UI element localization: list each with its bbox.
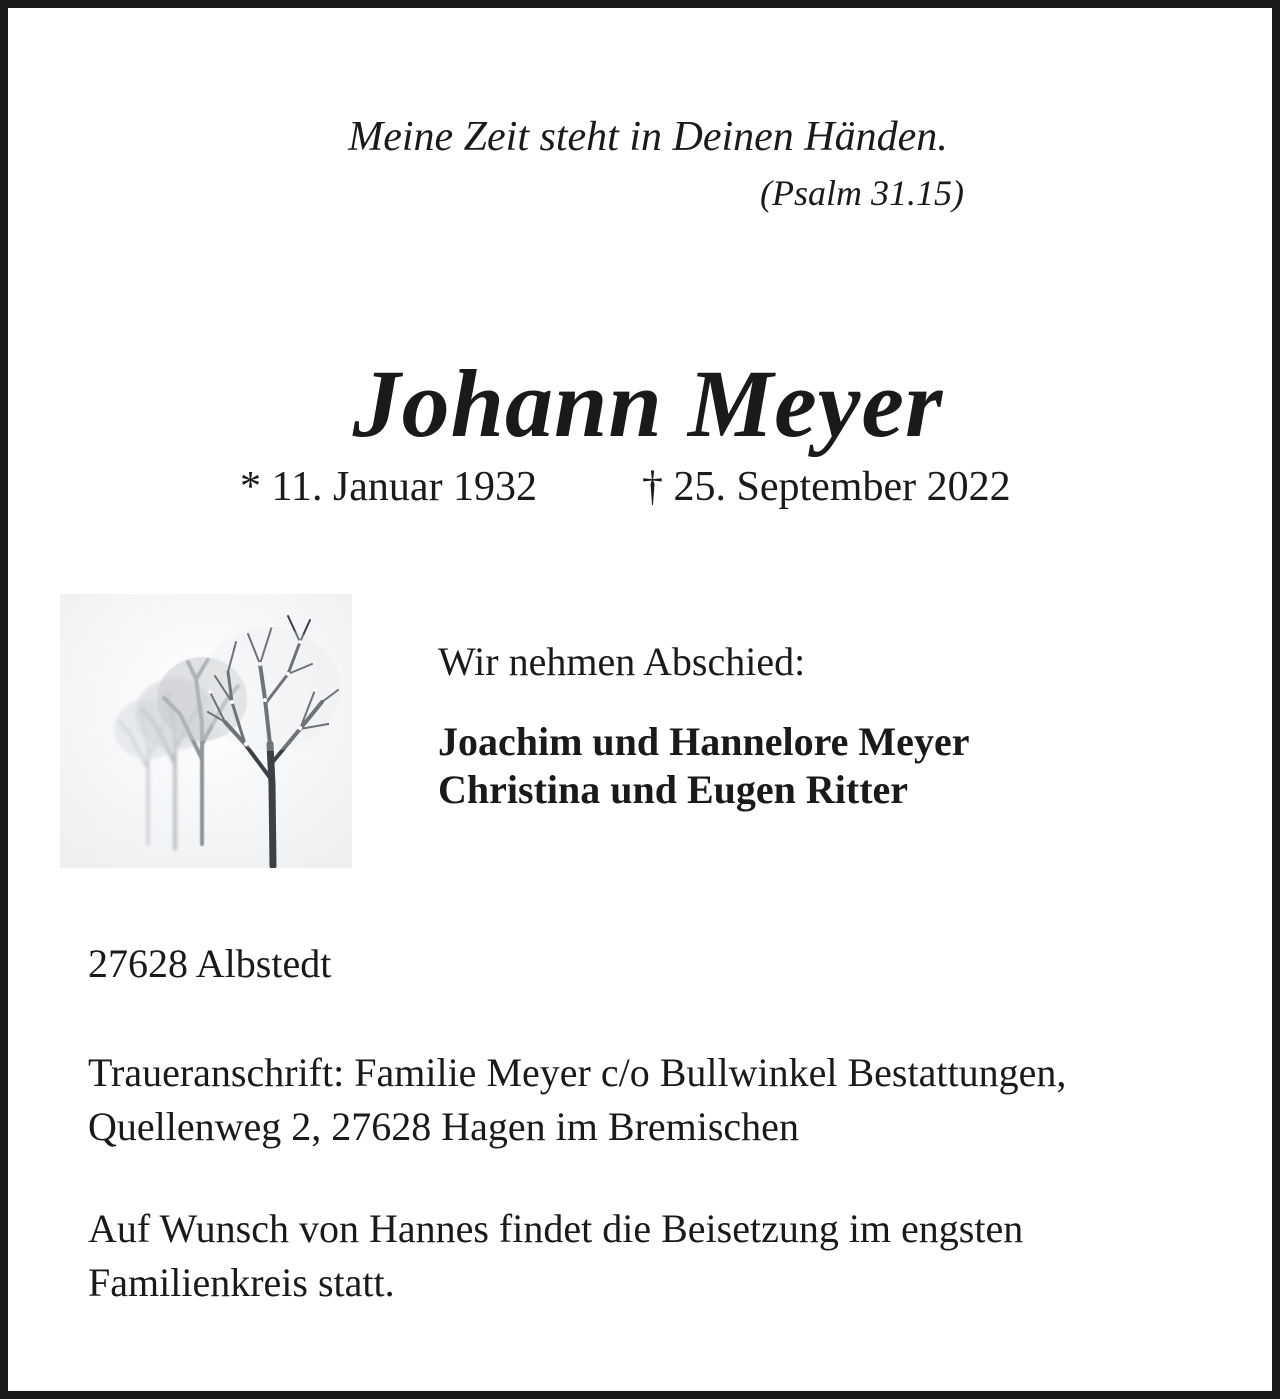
- address-line: Quellenweg 2, 27628 Hagen im Bremischen: [88, 1104, 799, 1149]
- address-line: Traueranschrift: Familie Meyer c/o Bullwinkel Bestattungen,: [88, 1050, 1067, 1095]
- death-date: † 25. September 2022: [642, 464, 1011, 510]
- snowy-trees-image: [60, 594, 352, 868]
- quote-reference: (Psalm 31.15): [760, 173, 964, 213]
- quote-text: Meine Zeit steht in Deinen Händen.: [348, 114, 948, 160]
- birth-date: * 11. Januar 1932: [240, 464, 538, 510]
- note-line: Familienkreis statt.: [88, 1260, 395, 1305]
- funeral-note: [88, 1202, 1023, 1310]
- deceased-name: Johann Meyer: [352, 350, 944, 457]
- mourner-name: Christina und Eugen Ritter: [438, 767, 909, 812]
- mourning-address: [88, 1046, 1066, 1154]
- note-line: Auf Wunsch von Hannes findet die Beisetzung im engsten: [88, 1206, 1024, 1251]
- location-text: 27628 Albstedt: [88, 941, 332, 986]
- mourners-list: [438, 718, 969, 814]
- farewell-heading: Wir nehmen Abschied:: [438, 639, 806, 684]
- mourner-name: Joachim und Hannelore Meyer: [438, 719, 970, 764]
